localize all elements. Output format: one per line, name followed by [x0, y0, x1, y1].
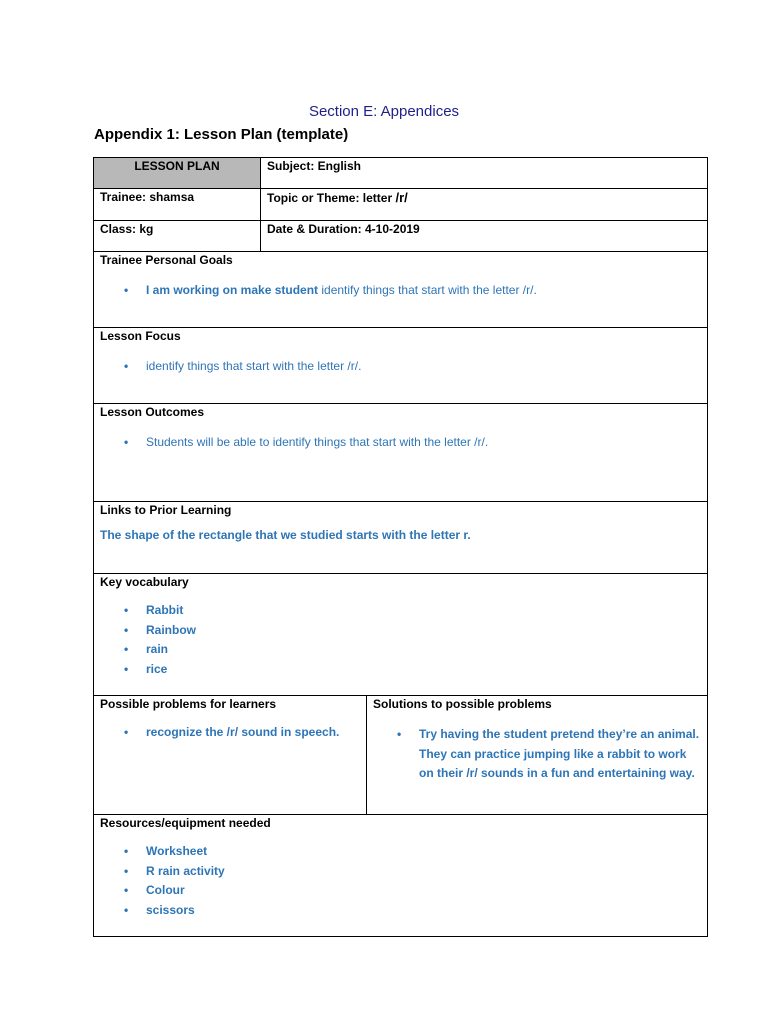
resources-section — [94, 815, 708, 937]
key-vocabulary-list — [100, 601, 701, 679]
section-title: Section E: Appendices — [308, 103, 460, 120]
resources-list — [100, 842, 701, 920]
key-vocabulary-heading: Key vocabulary — [100, 575, 189, 589]
date-duration-cell: Date & Duration: 4-10-2019 — [261, 221, 708, 252]
lesson-focus-heading: Lesson Focus — [100, 329, 181, 343]
lesson-outcomes-section — [94, 404, 708, 502]
list-item: • rice — [146, 660, 701, 680]
list-item — [146, 281, 701, 301]
solutions-list — [373, 725, 701, 784]
prior-learning-section — [94, 502, 708, 574]
class-cell: Class: kg — [94, 221, 261, 252]
list-item: • Rabbit — [146, 601, 701, 621]
lesson-plan-header: LESSON PLAN — [94, 158, 261, 189]
list-item: • recognize the /r/ sound in speech. — [146, 723, 360, 743]
resources-heading: Resources/equipment needed — [100, 816, 271, 830]
goal-normal-text: identify things that start with the letter /r/. — [318, 283, 537, 297]
prior-learning-text: The shape of the rectangle that we studied starts with the letter r. — [100, 528, 471, 542]
problems-heading: Possible problems for learners — [100, 697, 277, 711]
list-item: • identify things that start with the letter /r/. — [146, 357, 701, 377]
trainee-cell: Trainee: shamsa — [94, 189, 261, 221]
list-item: • Colour — [146, 881, 701, 901]
topic-cell — [261, 189, 708, 221]
list-item: • Rainbow — [146, 621, 701, 641]
list-item: • rain — [146, 640, 701, 660]
lesson-outcomes-heading: Lesson Outcomes — [100, 405, 205, 419]
subject-cell: Subject: English — [261, 158, 708, 189]
list-item: • scissors — [146, 901, 701, 921]
lesson-focus-list — [100, 357, 701, 377]
topic-prefix: Topic or Theme: letter — [267, 191, 396, 205]
topic-value: /r/ — [395, 190, 408, 205]
problems-list — [100, 723, 360, 743]
lesson-focus-section — [94, 328, 708, 404]
personal-goals-list — [100, 281, 701, 301]
appendix-title: Appendix 1: Lesson Plan (template) — [94, 126, 349, 143]
key-vocabulary-section — [94, 574, 708, 696]
personal-goals-heading: Trainee Personal Goals — [100, 253, 233, 267]
solutions-section — [367, 696, 708, 815]
solutions-heading: Solutions to possible problems — [373, 697, 552, 711]
list-item: • Try having the student pretend they’re an animal. They can practice jumping like a rabbit to work on their /r/ sounds in a fun and entertaining way. — [419, 725, 701, 784]
list-item: • R rain activity — [146, 862, 701, 882]
prior-learning-heading: Links to Prior Learning — [100, 503, 232, 517]
goal-bold-text: I am working on make student — [146, 283, 319, 297]
list-item: • Students will be able to identify things that start with the letter /r/. — [146, 433, 701, 453]
problems-section — [94, 696, 367, 815]
lesson-outcomes-list — [100, 433, 701, 453]
list-item: • Worksheet — [146, 842, 701, 862]
lesson-plan-table — [93, 157, 708, 937]
personal-goals-section — [94, 252, 708, 328]
